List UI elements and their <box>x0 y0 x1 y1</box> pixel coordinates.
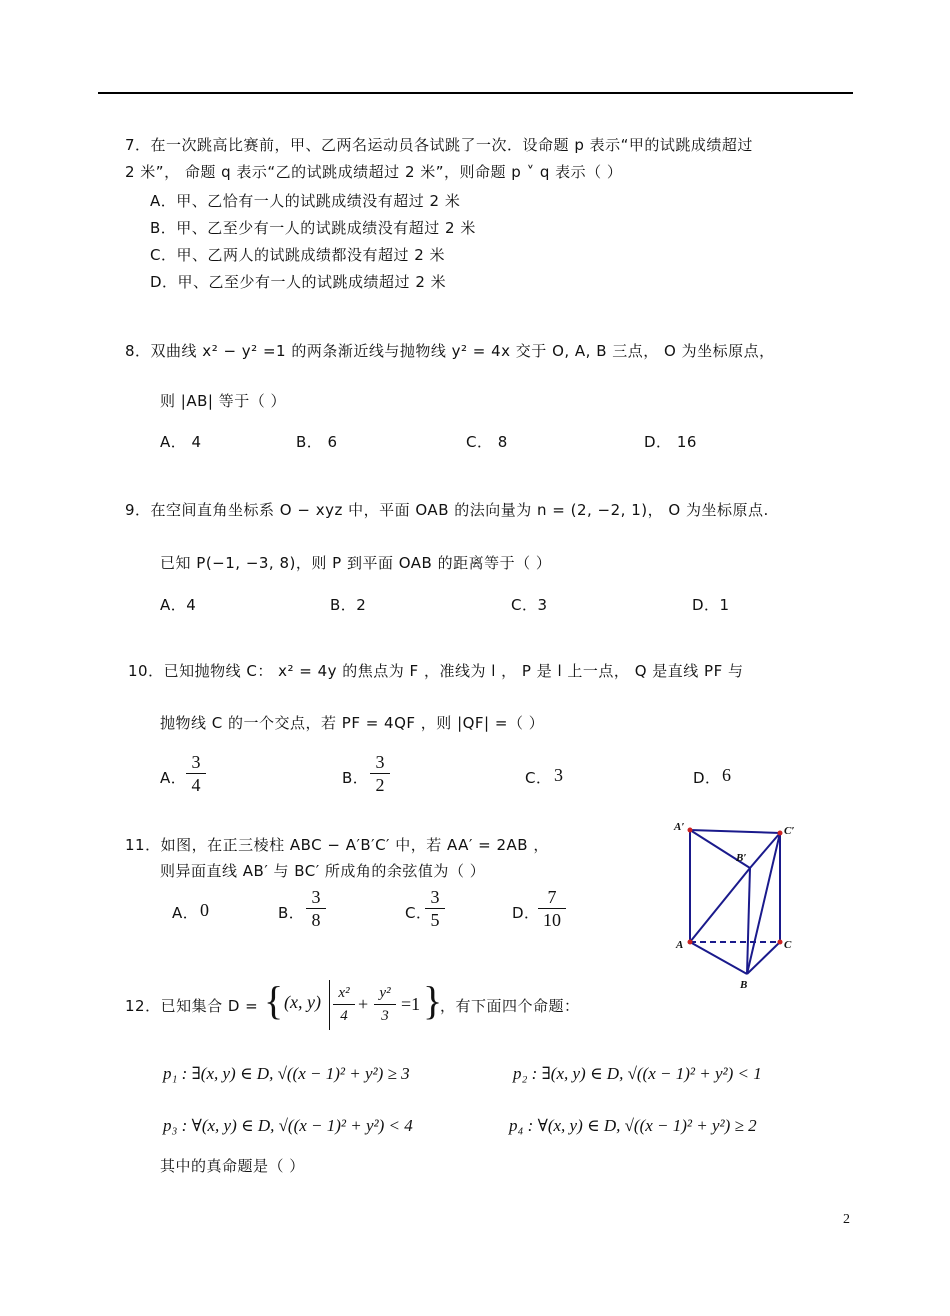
q12-brace-right: } <box>423 978 443 1023</box>
q10-option-b-label: B． <box>342 769 369 787</box>
q7-line2: 2 米”， 命题 q 表示“乙的试跳成绩超过 2 米”，则命题 p ˅ q 表示（ ） <box>125 163 623 181</box>
q10-option-c-label: C． <box>525 769 552 787</box>
q11-line2: 则异面直线 AB′ 与 BC′ 所成角的余弦值为（ ） <box>160 862 486 880</box>
q11-option-c-fraction: 3 5 <box>425 887 445 930</box>
q7-line1: 7．在一次跳高比赛前，甲、乙两名运动员各试跳了一次．设命题 p 表示“甲的试跳成绩超过 <box>125 136 753 154</box>
q12-set-eq: =1 <box>401 994 421 1014</box>
q10-line1: 10．已知抛物线 C： x² = 4y 的焦点为 F ，准线为 l ， P 是 l 上一点， Q 是直线 PF 与 <box>128 662 744 680</box>
q12-set-x-fraction: x² 4 <box>333 983 355 1026</box>
point-a1 <box>688 828 693 833</box>
diagonal-b-c1 <box>747 833 780 974</box>
point-c1 <box>778 831 783 836</box>
page-number: 2 <box>843 1212 850 1227</box>
q8-line1: 8．双曲线 x² − y² =1 的两条渐近线与抛物线 y² = 4x 交于 O, A, B 三点， O 为坐标原点， <box>125 342 775 360</box>
label-b1: B′ <box>736 852 747 864</box>
q10-line2: 抛物线 C 的一个交点，若 PF = 4QF ，则 |QF| =（ ） <box>160 714 545 732</box>
q8-option-a: A． 4 <box>160 433 202 451</box>
q12-p1: p₁ : ∃(x, y) ∈ D, √((x − 1)² + y²) ≥ 3 <box>163 1064 410 1083</box>
q12-set-bar <box>329 980 330 1030</box>
label-a1: A′ <box>674 821 685 833</box>
q11-option-d-fraction: 7 10 <box>538 887 566 930</box>
q9-option-a: A．4 <box>160 596 197 614</box>
q7-option-b: B．甲、乙至少有一人的试跳成绩没有超过 2 米 <box>150 219 476 237</box>
q8-line2: 则 |AB| 等于（ ） <box>160 392 286 410</box>
q12-p2: p₂ : ∃(x, y) ∈ D, √((x − 1)² + y²) < 1 <box>513 1064 762 1083</box>
edge-b-c <box>747 942 780 974</box>
q10-option-d-label: D． <box>693 769 721 787</box>
edge-a-b <box>690 942 747 974</box>
q12-brace-left: { <box>264 978 284 1023</box>
q8-option-b: B． 6 <box>296 433 338 451</box>
label-c1: C′ <box>784 825 795 837</box>
prism-figure <box>670 818 810 993</box>
q11-line1: 11．如图，在正三棱柱 ABC − A′B′C′ 中，若 AA′ = 2AB ， <box>125 836 549 854</box>
q12-set-expr: (x, y) <box>284 992 321 1012</box>
q12-plus: + <box>358 994 369 1014</box>
q11-option-a-value: 0 <box>200 900 209 920</box>
q11-option-b-fraction: 3 8 <box>306 887 326 930</box>
q12-line1-suffix: ，有下面四个命题： <box>440 997 580 1015</box>
q9-option-c: C．3 <box>511 596 548 614</box>
q9-line2: 已知 P(−1, −3, 8)，则 P 到平面 OAB 的距离等于（ ） <box>160 554 552 572</box>
q10-option-a-label: A． <box>160 769 187 787</box>
q11-option-d-label: D． <box>512 904 540 922</box>
point-a <box>688 940 693 945</box>
q9-option-d: D．1 <box>692 596 730 614</box>
q11-option-c-label: C． <box>405 904 432 922</box>
q7-option-a: A．甲、乙恰有一人的试跳成绩没有超过 2 米 <box>150 192 461 210</box>
q12-p3: p₃ : ∀(x, y) ∈ D, √((x − 1)² + y²) < 4 <box>163 1116 413 1135</box>
q7-option-c: C．甲、乙两人的试跳成绩都没有超过 2 米 <box>150 246 446 264</box>
point-c <box>778 940 783 945</box>
diagonal-a-b1 <box>690 868 750 942</box>
q8-option-d: D． 16 <box>644 433 697 451</box>
q8-option-c: C． 8 <box>466 433 508 451</box>
q12-p4: p₄ : ∀(x, y) ∈ D, √((x − 1)² + y²) ≥ 2 <box>509 1116 757 1135</box>
edge-a1-c1 <box>690 830 780 833</box>
q11-option-a-label: A． <box>172 904 199 922</box>
label-b: B <box>740 979 748 991</box>
q9-line1: 9．在空间直角坐标系 O − xyz 中，平面 OAB 的法向量为 n = (2, −2, 1)， O 为坐标原点. <box>125 501 769 519</box>
label-a: A <box>676 939 684 951</box>
q10-option-d-value: 6 <box>722 765 731 785</box>
q9-option-b: B．2 <box>330 596 367 614</box>
q10-option-c-value: 3 <box>554 765 563 785</box>
q10-option-b-fraction: 3 2 <box>370 752 390 795</box>
q12-line1-prefix: 12．已知集合 D = <box>125 997 259 1015</box>
q12-last-line: 其中的真命题是（ ） <box>160 1157 305 1175</box>
q10-option-a-fraction: 3 4 <box>186 752 206 795</box>
q11-option-b-label: B． <box>278 904 305 922</box>
label-c: C <box>784 939 792 951</box>
q12-set-y-fraction: y² 3 <box>374 983 396 1026</box>
edge-b-b1 <box>747 868 750 974</box>
header-rule <box>98 92 853 94</box>
q7-option-d: D．甲、乙至少有一人的试跳成绩超过 2 米 <box>150 273 447 291</box>
